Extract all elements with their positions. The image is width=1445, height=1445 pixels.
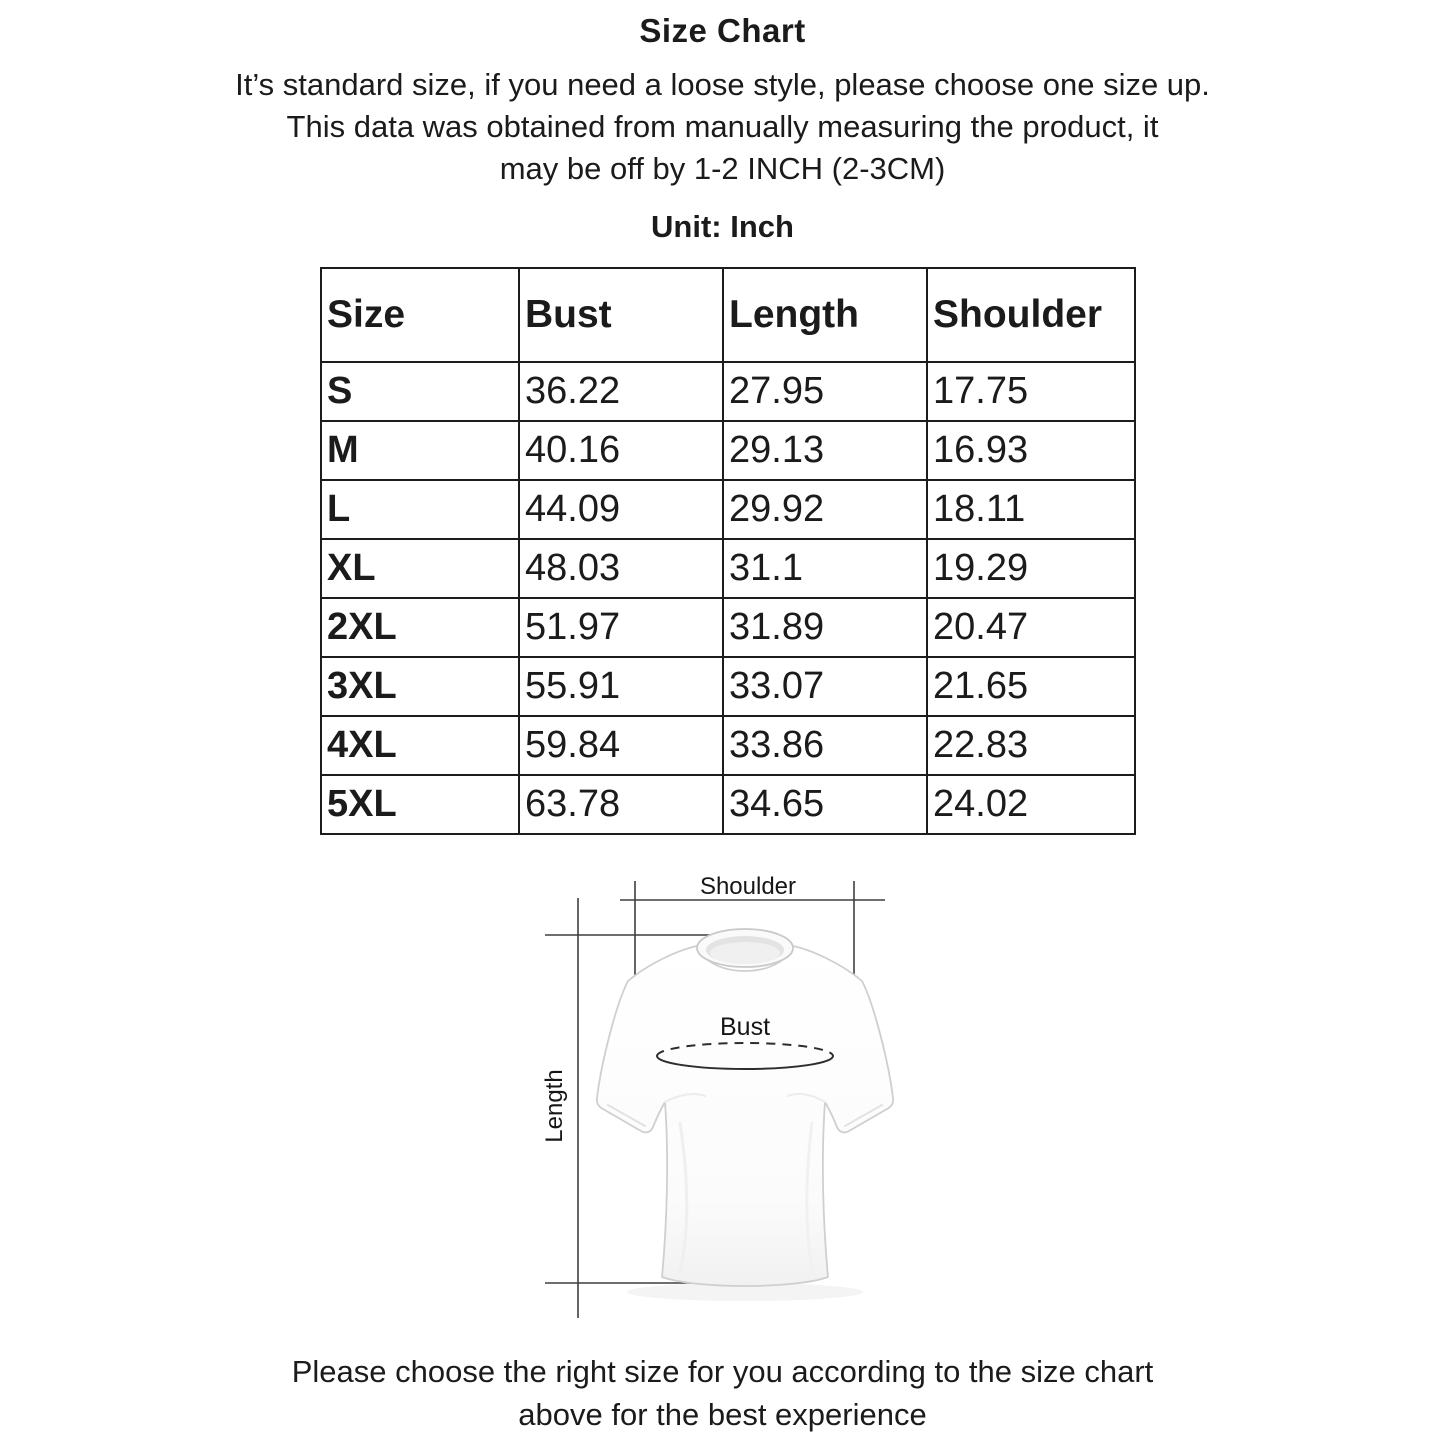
length-cell: 33.86 bbox=[723, 716, 927, 775]
table-row-2xl bbox=[321, 598, 1135, 657]
table-row-3xl bbox=[321, 657, 1135, 716]
size-cell: 4XL bbox=[321, 716, 519, 775]
bust-cell: 51.97 bbox=[519, 598, 723, 657]
shoulder-cell: 21.65 bbox=[927, 657, 1135, 716]
size-cell: XL bbox=[321, 539, 519, 598]
size-cell: 5XL bbox=[321, 775, 519, 834]
footer-note-line: Please choose the right size for you according to the size chart bbox=[291, 1354, 1154, 1389]
column-header-length: Length bbox=[723, 268, 927, 362]
bust-cell: 36.22 bbox=[519, 362, 723, 421]
size-table-body bbox=[321, 362, 1135, 834]
length-label: Length bbox=[541, 1069, 568, 1143]
bust-cell: 59.84 bbox=[519, 716, 723, 775]
table-row-m bbox=[321, 421, 1135, 480]
size-cell: M bbox=[321, 421, 519, 480]
table-row-s bbox=[321, 362, 1135, 421]
column-header-shoulder: Shoulder bbox=[927, 268, 1135, 362]
shirt-body bbox=[597, 946, 893, 1286]
length-cell: 29.13 bbox=[723, 421, 927, 480]
tshirt-diagram-svg bbox=[530, 868, 950, 1350]
description-line: It’s standard size, if you need a loose style, please choose one size up. bbox=[235, 67, 1210, 102]
collar-inner-rim bbox=[710, 942, 780, 964]
length-cell: 33.07 bbox=[723, 657, 927, 716]
size-table-head-row bbox=[321, 268, 1135, 362]
length-cell: 31.1 bbox=[723, 539, 927, 598]
bust-cell: 55.91 bbox=[519, 657, 723, 716]
length-cell: 27.95 bbox=[723, 362, 927, 421]
length-cell: 29.92 bbox=[723, 480, 927, 539]
shoulder-label: Shoulder bbox=[699, 873, 797, 900]
bust-cell: 48.03 bbox=[519, 539, 723, 598]
size-cell: S bbox=[321, 362, 519, 421]
shoulder-cell: 18.11 bbox=[927, 480, 1135, 539]
size-cell: 3XL bbox=[321, 657, 519, 716]
tshirt-graphic bbox=[597, 929, 893, 1301]
bust-cell: 44.09 bbox=[519, 480, 723, 539]
column-header-size: Size bbox=[321, 268, 519, 362]
description bbox=[0, 64, 1445, 190]
shoulder-cell: 22.83 bbox=[927, 716, 1135, 775]
table-row-xl bbox=[321, 539, 1135, 598]
bust-cell: 63.78 bbox=[519, 775, 723, 834]
table-row-4xl bbox=[321, 716, 1135, 775]
description-line: This data was obtained from manually measuring the product, it bbox=[286, 109, 1159, 144]
tshirt-measurement-diagram bbox=[530, 868, 950, 1350]
size-cell: 2XL bbox=[321, 598, 519, 657]
description-line: may be off by 1-2 INCH (2-3CM) bbox=[499, 151, 946, 186]
size-table bbox=[320, 267, 1136, 835]
shoulder-cell: 24.02 bbox=[927, 775, 1135, 834]
footer-note-line: above for the best experience bbox=[518, 1397, 927, 1432]
footer-note bbox=[0, 1350, 1445, 1436]
shoulder-cell: 16.93 bbox=[927, 421, 1135, 480]
shoulder-cell: 20.47 bbox=[927, 598, 1135, 657]
unit-label: Unit: Inch bbox=[651, 209, 794, 244]
size-cell: L bbox=[321, 480, 519, 539]
shoulder-cell: 19.29 bbox=[927, 539, 1135, 598]
length-cell: 34.65 bbox=[723, 775, 927, 834]
page-title: Size Chart bbox=[639, 12, 806, 49]
table-row-5xl bbox=[321, 775, 1135, 834]
bust-label: Bust bbox=[719, 1013, 771, 1041]
length-cell: 31.89 bbox=[723, 598, 927, 657]
bust-cell: 40.16 bbox=[519, 421, 723, 480]
column-header-bust: Bust bbox=[519, 268, 723, 362]
shoulder-cell: 17.75 bbox=[927, 362, 1135, 421]
table-row-l bbox=[321, 480, 1135, 539]
